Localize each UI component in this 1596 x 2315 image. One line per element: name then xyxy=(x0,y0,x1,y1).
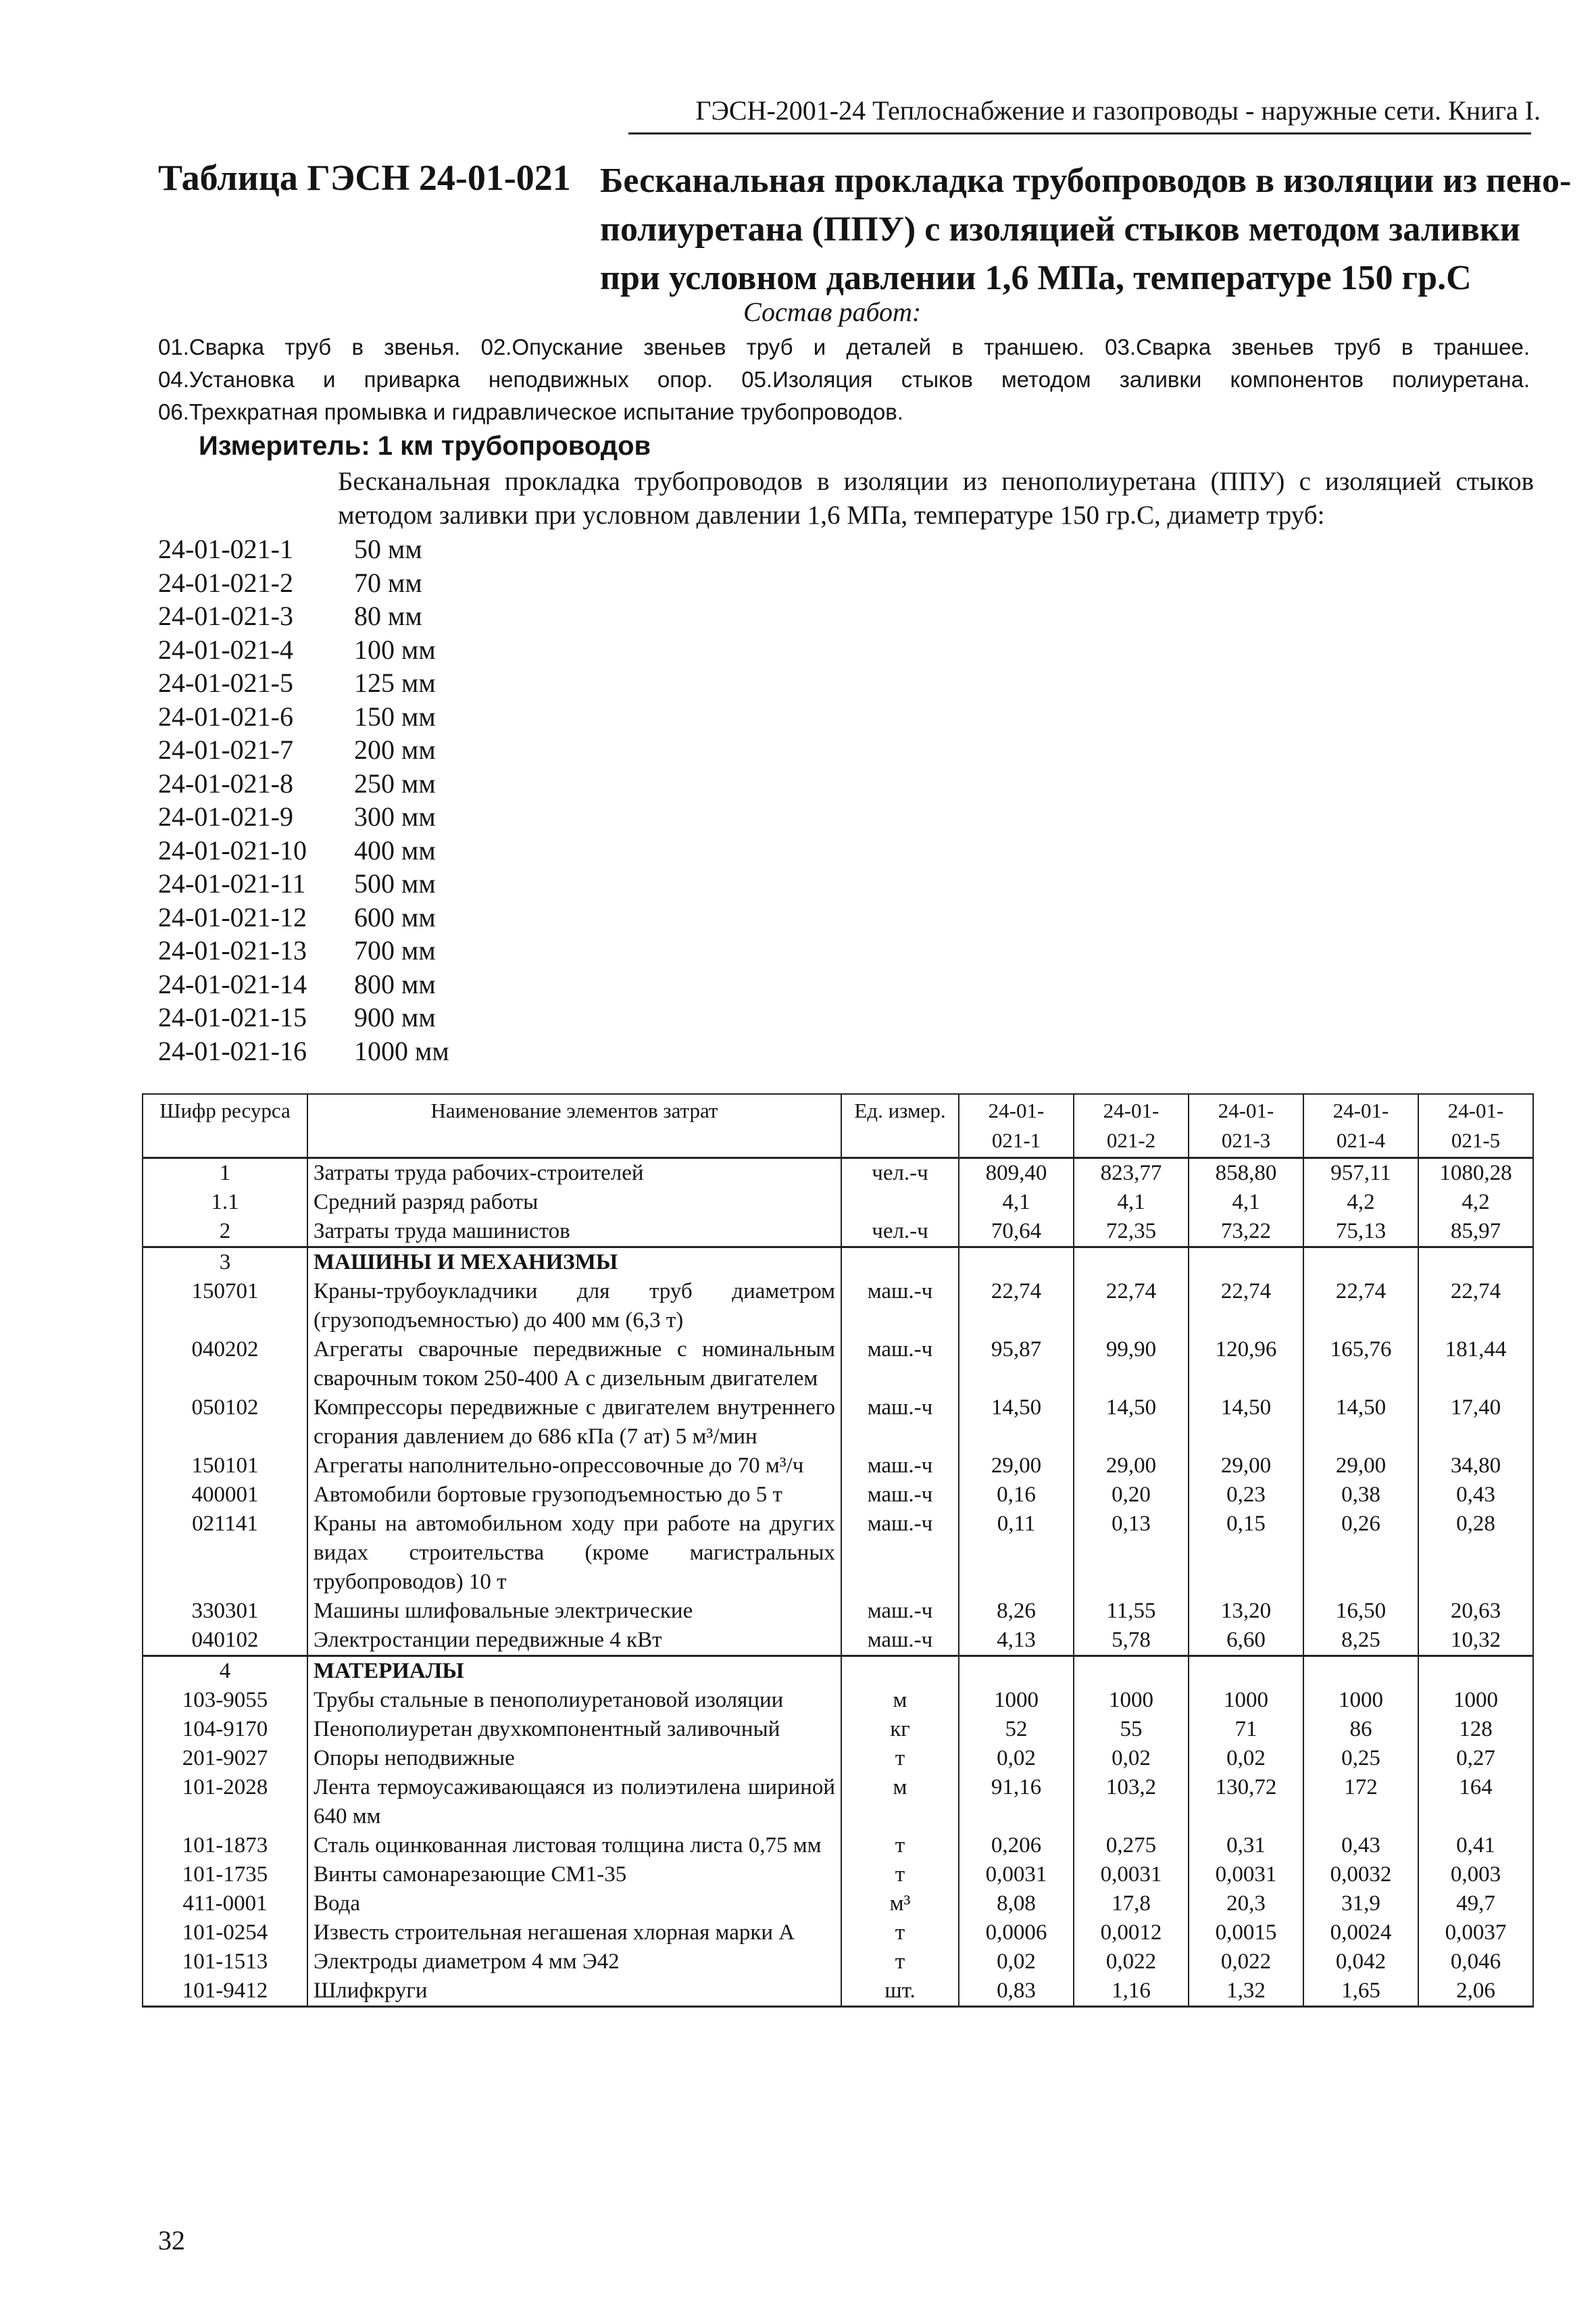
table-row xyxy=(143,1277,1533,1335)
row-value: 4,2 xyxy=(1303,1188,1418,1217)
row-value: 22,74 xyxy=(959,1277,1074,1335)
row-code: 101-0254 xyxy=(143,1918,307,1947)
row-value xyxy=(1303,1656,1418,1687)
row-code: 1.1 xyxy=(143,1188,307,1217)
row-value: 0,042 xyxy=(1303,1947,1418,1976)
table-id: Таблица ГЭСН 24-01-021 xyxy=(158,157,571,198)
row-code: 411-0001 xyxy=(143,1889,307,1918)
row-value: 4,2 xyxy=(1418,1188,1533,1217)
row-code: 101-1735 xyxy=(143,1860,307,1889)
code-diameter: 700 мм xyxy=(354,935,436,966)
row-value: 4,13 xyxy=(959,1626,1074,1656)
row-value: 0,0037 xyxy=(1418,1918,1533,1947)
row-unit: маш.-ч xyxy=(841,1277,959,1335)
row-unit: маш.-ч xyxy=(841,1626,959,1656)
row-value: 1000 xyxy=(959,1686,1074,1715)
table-row xyxy=(143,1686,1533,1715)
code-row xyxy=(158,532,449,566)
code-diameter: 50 мм xyxy=(354,534,422,564)
row-value: 49,7 xyxy=(1418,1889,1533,1918)
code-diameter: 70 мм xyxy=(354,567,422,598)
code-number: 24-01-021-12 xyxy=(158,901,307,932)
row-value: 0,0032 xyxy=(1303,1860,1418,1889)
table-row xyxy=(143,1480,1533,1510)
row-value: 14,50 xyxy=(1303,1393,1418,1451)
row-unit: маш.-ч xyxy=(841,1335,959,1393)
code-number: 24-01-021-9 xyxy=(158,801,293,832)
row-unit: маш.-ч xyxy=(841,1597,959,1626)
row-value: 0,13 xyxy=(1074,1510,1189,1597)
table-row xyxy=(143,1918,1533,1947)
row-unit: чел.-ч xyxy=(841,1158,959,1189)
row-value: 0,275 xyxy=(1074,1831,1189,1860)
code-number: 24-01-021-13 xyxy=(158,935,307,966)
row-name: Вода xyxy=(307,1889,841,1918)
row-value xyxy=(1303,1247,1418,1278)
row-value: 1,32 xyxy=(1189,1976,1303,2007)
row-name: Трубы стальные в пенополиуретановой изоляции xyxy=(307,1686,841,1715)
row-unit xyxy=(841,1656,959,1687)
table-row xyxy=(143,1217,1533,1247)
row-value: 0,11 xyxy=(959,1510,1074,1597)
code-diameter: 300 мм xyxy=(354,801,436,832)
row-value: 0,41 xyxy=(1418,1831,1533,1860)
row-value: 1000 xyxy=(1303,1686,1418,1715)
table-row xyxy=(143,1335,1533,1393)
code-number: 24-01-021-11 xyxy=(158,868,306,899)
row-value: 0,27 xyxy=(1418,1744,1533,1773)
row-value: 0,0031 xyxy=(1189,1860,1303,1889)
row-value: 75,13 xyxy=(1303,1217,1418,1247)
page-title xyxy=(600,157,1572,303)
row-unit: маш.-ч xyxy=(841,1393,959,1451)
code-number: 24-01-021-2 xyxy=(158,567,293,598)
code-diameter: 200 мм xyxy=(354,735,436,765)
row-value: 2,06 xyxy=(1418,1976,1533,2007)
code-row xyxy=(158,968,449,1001)
composition-label: Состав работ: xyxy=(743,297,922,327)
row-name: Сталь оцинкованная листовая толщина листа 0,75 мм xyxy=(307,1831,841,1860)
row-value xyxy=(1189,1656,1303,1687)
row-value: 957,11 xyxy=(1303,1158,1418,1189)
code-number: 24-01-021-10 xyxy=(158,835,307,866)
row-name: Известь строительная негашеная хлорная марки А xyxy=(307,1918,841,1947)
row-value xyxy=(1074,1247,1189,1278)
table-row xyxy=(143,1947,1533,1976)
row-value: 0,16 xyxy=(959,1480,1074,1510)
title-line: полиуретана (ППУ) с изоляцией стыков методом заливки xyxy=(600,210,1520,249)
code-row xyxy=(158,666,449,700)
row-value: 0,022 xyxy=(1189,1947,1303,1976)
table-row xyxy=(143,1597,1533,1626)
row-value xyxy=(959,1656,1074,1687)
row-value: 91,16 xyxy=(959,1773,1074,1831)
row-value: 13,20 xyxy=(1189,1597,1303,1626)
row-unit: чел.-ч xyxy=(841,1217,959,1247)
code-number: 24-01-021-6 xyxy=(158,701,293,732)
row-value: 809,40 xyxy=(959,1158,1074,1189)
row-value: 0,02 xyxy=(959,1744,1074,1773)
code-row xyxy=(158,800,449,834)
row-value: 14,50 xyxy=(959,1393,1074,1451)
row-value: 34,80 xyxy=(1418,1451,1533,1480)
row-code: 103-9055 xyxy=(143,1686,307,1715)
row-code: 040202 xyxy=(143,1335,307,1393)
row-name: Затраты труда машинистов xyxy=(307,1217,841,1247)
table-row xyxy=(143,1510,1533,1597)
row-value: 17,40 xyxy=(1418,1393,1533,1451)
code-row xyxy=(158,733,449,767)
resource-table xyxy=(142,1093,1534,2008)
code-row xyxy=(158,834,449,868)
row-code: 101-1873 xyxy=(143,1831,307,1860)
row-value: 29,00 xyxy=(1189,1451,1303,1480)
row-unit: т xyxy=(841,1860,959,1889)
row-value: 0,43 xyxy=(1418,1480,1533,1510)
code-row xyxy=(158,700,449,734)
code-row xyxy=(158,599,449,633)
header-code: Шифр ресурса xyxy=(143,1094,307,1158)
table-row xyxy=(143,1860,1533,1889)
table-row xyxy=(143,1744,1533,1773)
code-number: 24-01-021-8 xyxy=(158,768,293,799)
row-value: 5,78 xyxy=(1074,1626,1189,1656)
title-line: Бесканальная прокладка трубопроводов в изоляции из пено- xyxy=(600,161,1572,200)
row-code: 150101 xyxy=(143,1451,307,1480)
row-value: 31,9 xyxy=(1303,1889,1418,1918)
row-code: 201-9027 xyxy=(143,1744,307,1773)
code-row xyxy=(158,934,449,968)
row-value: 73,22 xyxy=(1189,1217,1303,1247)
row-value: 0,0006 xyxy=(959,1918,1074,1947)
row-unit: м³ xyxy=(841,1889,959,1918)
code-diameter: 500 мм xyxy=(354,868,436,899)
code-row xyxy=(158,566,449,600)
row-unit: т xyxy=(841,1918,959,1947)
row-value: 10,32 xyxy=(1418,1626,1533,1656)
row-value: 22,74 xyxy=(1418,1277,1533,1335)
row-value: 0,28 xyxy=(1418,1510,1533,1597)
code-row xyxy=(158,867,449,901)
table-header-row xyxy=(143,1094,1533,1158)
row-code: 101-9412 xyxy=(143,1976,307,2007)
row-value: 1000 xyxy=(1189,1686,1303,1715)
row-name: Лента термоусаживающаяся из полиэтилена шириной 640 мм xyxy=(307,1773,841,1831)
work-line: 04.Установка и приварка неподвижных опор. 05.Изоляция стыков методом заливки компонентов полиуретана. xyxy=(158,367,1530,392)
section-row xyxy=(143,1247,1533,1278)
row-value: 1080,28 xyxy=(1418,1158,1533,1189)
row-name: МАТЕРИАЛЫ xyxy=(307,1656,841,1687)
row-value: 172 xyxy=(1303,1773,1418,1831)
row-value: 20,63 xyxy=(1418,1597,1533,1626)
row-value: 0,206 xyxy=(959,1831,1074,1860)
row-value: 72,35 xyxy=(1074,1217,1189,1247)
row-value: 86 xyxy=(1303,1715,1418,1744)
row-value: 1,65 xyxy=(1303,1976,1418,2007)
code-number: 24-01-021-14 xyxy=(158,968,307,999)
row-value: 22,74 xyxy=(1189,1277,1303,1335)
row-unit: т xyxy=(841,1831,959,1860)
row-unit xyxy=(841,1247,959,1278)
row-unit: шт. xyxy=(841,1976,959,2007)
meter-unit: Измеритель: 1 км трубопроводов xyxy=(199,431,651,461)
row-value: 0,0031 xyxy=(1074,1860,1189,1889)
row-value: 0,43 xyxy=(1303,1831,1418,1860)
row-name: Агрегаты сварочные передвижные с номинальным сварочным током 250-400 А с дизельным двигателем xyxy=(307,1335,841,1393)
row-value: 16,50 xyxy=(1303,1597,1418,1626)
running-header: ГЭСН-2001-24 Теплоснабжение и газопроводы - наружные сети. Книга I. xyxy=(695,95,1541,126)
intro-text xyxy=(338,465,1534,532)
row-name: Средний разряд работы xyxy=(307,1188,841,1217)
row-value: 0,15 xyxy=(1189,1510,1303,1597)
code-row xyxy=(158,901,449,935)
table-row xyxy=(143,1158,1533,1189)
row-value: 0,0031 xyxy=(959,1860,1074,1889)
code-diameter: 900 мм xyxy=(354,1002,436,1032)
row-name: Пенополиуретан двухкомпонентный заливочный xyxy=(307,1715,841,1744)
row-code: 2 xyxy=(143,1217,307,1247)
row-value: 71 xyxy=(1189,1715,1303,1744)
row-value: 29,00 xyxy=(1074,1451,1189,1480)
code-list xyxy=(158,532,449,1068)
row-value: 858,80 xyxy=(1189,1158,1303,1189)
code-diameter: 600 мм xyxy=(354,901,436,932)
row-code: 040102 xyxy=(143,1626,307,1656)
header-rule xyxy=(628,132,1531,134)
row-value: 85,97 xyxy=(1418,1217,1533,1247)
row-code: 330301 xyxy=(143,1597,307,1626)
code-diameter: 150 мм xyxy=(354,701,436,732)
row-value: 4,1 xyxy=(1074,1188,1189,1217)
row-value: 14,50 xyxy=(1074,1393,1189,1451)
row-value: 8,26 xyxy=(959,1597,1074,1626)
code-row xyxy=(158,767,449,801)
row-value: 20,3 xyxy=(1189,1889,1303,1918)
row-value: 181,44 xyxy=(1418,1335,1533,1393)
row-value: 0,046 xyxy=(1418,1947,1533,1976)
row-value: 120,96 xyxy=(1189,1335,1303,1393)
code-diameter: 400 мм xyxy=(354,835,436,866)
row-unit: т xyxy=(841,1947,959,1976)
code-row xyxy=(158,1035,449,1068)
work-line: 01.Сварка труб в звенья. 02.Опускание звеньев труб и деталей в траншею. 03.Сварка звеньев труб в траншее. xyxy=(158,334,1530,359)
row-value: 823,77 xyxy=(1074,1158,1189,1189)
code-number: 24-01-021-7 xyxy=(158,735,293,765)
row-value: 0,0015 xyxy=(1189,1918,1303,1947)
work-line: 06.Трехкратная промывка и гидравлическое испытание трубопроводов. xyxy=(158,399,903,424)
row-value: 22,74 xyxy=(1074,1277,1189,1335)
table-row xyxy=(143,1889,1533,1918)
row-value: 0,02 xyxy=(1074,1744,1189,1773)
table-row xyxy=(143,1451,1533,1480)
code-row xyxy=(158,1001,449,1035)
row-value: 8,25 xyxy=(1303,1626,1418,1656)
row-code: 150701 xyxy=(143,1277,307,1335)
row-value: 0,23 xyxy=(1189,1480,1303,1510)
row-value: 1000 xyxy=(1418,1686,1533,1715)
row-value: 55 xyxy=(1074,1715,1189,1744)
intro-line: Бесканальная прокладка трубопроводов в изоляции из пенополиуретана (ППУ) с изоляцией стыков xyxy=(338,467,1534,496)
row-code: 101-1513 xyxy=(143,1947,307,1976)
row-name: Винты самонарезающие СМ1-35 xyxy=(307,1860,841,1889)
row-value xyxy=(1074,1656,1189,1687)
row-name: Краны на автомобильном ходу при работе на других видах строительства (кроме магистральных трубопроводов) 10 т xyxy=(307,1510,841,1597)
row-code: 021141 xyxy=(143,1510,307,1597)
row-name: Электростанции передвижные 4 кВт xyxy=(307,1626,841,1656)
row-name: Машины шлифовальные электрические xyxy=(307,1597,841,1626)
header-name: Наименование элементов затрат xyxy=(307,1094,841,1158)
header-col-5: 24-01- 021-5 xyxy=(1418,1094,1533,1158)
row-unit: кг xyxy=(841,1715,959,1744)
table-row xyxy=(143,1773,1533,1831)
row-value: 14,50 xyxy=(1189,1393,1303,1451)
row-unit: маш.-ч xyxy=(841,1480,959,1510)
table-row xyxy=(143,1715,1533,1744)
row-value: 99,90 xyxy=(1074,1335,1189,1393)
row-value: 17,8 xyxy=(1074,1889,1189,1918)
table-row xyxy=(143,1393,1533,1451)
row-value: 0,20 xyxy=(1074,1480,1189,1510)
title-line: при условном давлении 1,6 МПа, температуре 150 гр.С xyxy=(600,259,1472,297)
row-value xyxy=(1418,1247,1533,1278)
row-value: 0,0024 xyxy=(1303,1918,1418,1947)
row-value: 128 xyxy=(1418,1715,1533,1744)
code-number: 24-01-021-4 xyxy=(158,634,293,665)
table-row xyxy=(143,1976,1533,2007)
section-row xyxy=(143,1656,1533,1687)
row-value: 1000 xyxy=(1074,1686,1189,1715)
row-value: 8,08 xyxy=(959,1889,1074,1918)
intro-line: методом заливки при условном давлении 1,6 МПа, температуре 150 гр.С, диаметр труб: xyxy=(338,501,1325,530)
row-value: 1,16 xyxy=(1074,1976,1189,2007)
code-number: 24-01-021-3 xyxy=(158,601,293,631)
row-code: 1 xyxy=(143,1158,307,1189)
row-value: 0,31 xyxy=(1189,1831,1303,1860)
row-value: 0,25 xyxy=(1303,1744,1418,1773)
row-value xyxy=(959,1247,1074,1278)
code-diameter: 100 мм xyxy=(354,634,436,665)
code-number: 24-01-021-16 xyxy=(158,1035,307,1066)
row-value: 4,1 xyxy=(1189,1188,1303,1217)
row-code: 4 xyxy=(143,1656,307,1687)
row-value: 164 xyxy=(1418,1773,1533,1831)
row-name: Затраты труда рабочих-строителей xyxy=(307,1158,841,1189)
row-value: 52 xyxy=(959,1715,1074,1744)
row-value: 0,0012 xyxy=(1074,1918,1189,1947)
row-value xyxy=(1189,1247,1303,1278)
code-row xyxy=(158,633,449,667)
row-value: 0,38 xyxy=(1303,1480,1418,1510)
row-value: 6,60 xyxy=(1189,1626,1303,1656)
row-name: Краны-трубоукладчики для труб диаметром (грузоподъемностью) до 400 мм (6,3 т) xyxy=(307,1277,841,1335)
row-unit: т xyxy=(841,1744,959,1773)
row-value: 11,55 xyxy=(1074,1597,1189,1626)
row-value: 103,2 xyxy=(1074,1773,1189,1831)
code-diameter: 125 мм xyxy=(354,668,436,698)
row-name: Агрегаты наполнительно-опрессовочные до 70 м³/ч xyxy=(307,1451,841,1480)
row-name: Шлифкруги xyxy=(307,1976,841,2007)
row-unit: маш.-ч xyxy=(841,1510,959,1597)
header-col-1: 24-01- 021-1 xyxy=(959,1094,1074,1158)
row-unit xyxy=(841,1188,959,1217)
code-diameter: 80 мм xyxy=(354,601,422,631)
row-value: 29,00 xyxy=(959,1451,1074,1480)
row-value: 130,72 xyxy=(1189,1773,1303,1831)
code-number: 24-01-021-5 xyxy=(158,668,293,698)
code-diameter: 1000 мм xyxy=(354,1035,449,1066)
row-value: 0,26 xyxy=(1303,1510,1418,1597)
code-number: 24-01-021-15 xyxy=(158,1002,307,1032)
row-name: Электроды диаметром 4 мм Э42 xyxy=(307,1947,841,1976)
page-number: 32 xyxy=(158,2225,185,2256)
table-row xyxy=(143,1626,1533,1656)
row-unit: маш.-ч xyxy=(841,1451,959,1480)
row-code: 104-9170 xyxy=(143,1715,307,1744)
table-body xyxy=(143,1158,1533,2007)
row-code: 400001 xyxy=(143,1480,307,1510)
row-value: 0,83 xyxy=(959,1976,1074,2007)
row-name: Компрессоры передвижные с двигателем внутреннего сгорания давлением до 686 кПа (7 ат) 5 м³/мин xyxy=(307,1393,841,1451)
row-value: 0,022 xyxy=(1074,1947,1189,1976)
row-value: 165,76 xyxy=(1303,1335,1418,1393)
table-row xyxy=(143,1188,1533,1217)
row-name: МАШИНЫ И МЕХАНИЗМЫ xyxy=(307,1247,841,1278)
row-code: 101-2028 xyxy=(143,1773,307,1831)
header-unit: Ед. измер. xyxy=(841,1094,959,1158)
row-value: 4,1 xyxy=(959,1188,1074,1217)
row-value: 22,74 xyxy=(1303,1277,1418,1335)
code-diameter: 250 мм xyxy=(354,768,436,799)
work-composition xyxy=(158,331,1530,428)
row-value: 0,02 xyxy=(1189,1744,1303,1773)
row-value xyxy=(1418,1656,1533,1687)
row-code: 3 xyxy=(143,1247,307,1278)
row-value: 0,02 xyxy=(959,1947,1074,1976)
row-value: 0,003 xyxy=(1418,1860,1533,1889)
row-unit: м xyxy=(841,1773,959,1831)
row-code: 050102 xyxy=(143,1393,307,1451)
row-name: Опоры неподвижные xyxy=(307,1744,841,1773)
row-value: 29,00 xyxy=(1303,1451,1418,1480)
row-name: Автомобили бортовые грузоподъемностью до 5 т xyxy=(307,1480,841,1510)
row-value: 95,87 xyxy=(959,1335,1074,1393)
table-row xyxy=(143,1831,1533,1860)
header-col-4: 24-01- 021-4 xyxy=(1303,1094,1418,1158)
header-col-2: 24-01- 021-2 xyxy=(1074,1094,1189,1158)
row-unit: м xyxy=(841,1686,959,1715)
row-value: 70,64 xyxy=(959,1217,1074,1247)
header-col-3: 24-01- 021-3 xyxy=(1189,1094,1303,1158)
code-number: 24-01-021-1 xyxy=(158,534,293,564)
code-diameter: 800 мм xyxy=(354,968,436,999)
